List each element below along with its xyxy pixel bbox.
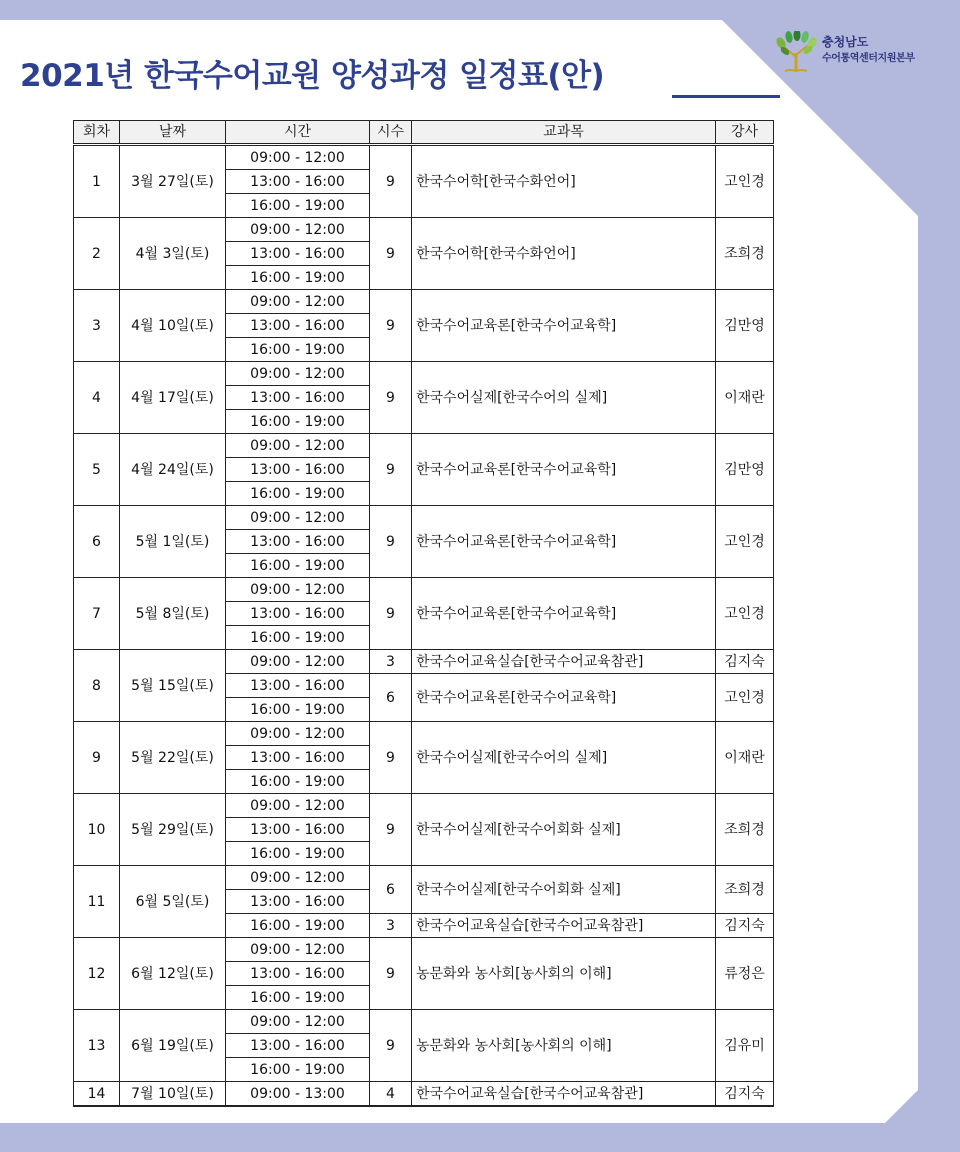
session-date: 6월 5일(토) — [120, 866, 226, 938]
title-underline — [672, 95, 780, 98]
table-header-row — [74, 121, 774, 145]
course-hours: 9 — [370, 145, 412, 218]
time-slot: 09:00 - 12:00 — [226, 938, 370, 962]
session-date: 5월 15일(토) — [120, 650, 226, 722]
table-row — [74, 218, 774, 242]
time-slot: 16:00 - 19:00 — [226, 986, 370, 1010]
session-number: 10 — [74, 794, 120, 866]
page-title: 2021년 한국수어교원 양성과정 일정표(안) — [20, 58, 605, 94]
time-slot: 13:00 - 16:00 — [226, 458, 370, 482]
course-hours: 6 — [370, 674, 412, 722]
course-instructor: 고인경 — [716, 145, 774, 218]
session-date: 5월 1일(토) — [120, 506, 226, 578]
time-slot: 13:00 - 16:00 — [226, 602, 370, 626]
time-slot: 16:00 - 19:00 — [226, 338, 370, 362]
session-date: 3월 27일(토) — [120, 145, 226, 218]
session-date: 4월 24일(토) — [120, 434, 226, 506]
course-hours: 3 — [370, 650, 412, 674]
session-date: 6월 12일(토) — [120, 938, 226, 1010]
course-instructor: 류정은 — [716, 938, 774, 1010]
time-slot: 16:00 - 19:00 — [226, 410, 370, 434]
table-row — [74, 506, 774, 530]
session-date: 5월 8일(토) — [120, 578, 226, 650]
course-subject: 한국수어실제[한국수어회화 실제] — [412, 866, 716, 914]
course-instructor: 김만영 — [716, 434, 774, 506]
col-header-session: 회차 — [74, 121, 120, 145]
time-slot: 13:00 - 16:00 — [226, 746, 370, 770]
time-slot: 09:00 - 12:00 — [226, 578, 370, 602]
course-subject: 한국수어교육론[한국수어교육학] — [412, 674, 716, 722]
table-row — [74, 650, 774, 674]
course-subject: 한국수어교육실습[한국수어교육참관] — [412, 1082, 716, 1107]
schedule-table — [73, 120, 774, 1107]
org-logo — [774, 31, 956, 73]
course-hours: 9 — [370, 290, 412, 362]
time-slot: 09:00 - 12:00 — [226, 218, 370, 242]
time-slot: 09:00 - 12:00 — [226, 650, 370, 674]
table-row — [74, 866, 774, 890]
course-subject: 한국수어교육실습[한국수어교육참관] — [412, 650, 716, 674]
time-slot: 13:00 - 16:00 — [226, 242, 370, 266]
time-slot: 13:00 - 16:00 — [226, 386, 370, 410]
table-row — [74, 434, 774, 458]
course-instructor: 조희경 — [716, 866, 774, 914]
course-hours: 4 — [370, 1082, 412, 1107]
table-row — [74, 145, 774, 170]
time-slot: 16:00 - 19:00 — [226, 266, 370, 290]
time-slot: 09:00 - 12:00 — [226, 362, 370, 386]
time-slot: 13:00 - 16:00 — [226, 674, 370, 698]
time-slot: 16:00 - 19:00 — [226, 914, 370, 938]
time-slot: 09:00 - 12:00 — [226, 145, 370, 170]
session-number: 2 — [74, 218, 120, 290]
col-header-time: 시간 — [226, 121, 370, 145]
course-subject: 한국수어실제[한국수어의 실제] — [412, 362, 716, 434]
course-instructor: 김지숙 — [716, 914, 774, 938]
course-subject: 한국수어학[한국수화언어] — [412, 218, 716, 290]
col-header-subject: 교과목 — [412, 121, 716, 145]
course-hours: 9 — [370, 218, 412, 290]
time-slot: 13:00 - 16:00 — [226, 890, 370, 914]
time-slot: 09:00 - 12:00 — [226, 506, 370, 530]
logo-org-region: 충청남도 — [822, 35, 869, 49]
session-date: 5월 22일(토) — [120, 722, 226, 794]
time-slot: 16:00 - 19:00 — [226, 482, 370, 506]
course-subject: 한국수어교육론[한국수어교육학] — [412, 578, 716, 650]
course-hours: 9 — [370, 578, 412, 650]
course-instructor: 고인경 — [716, 506, 774, 578]
course-instructor: 고인경 — [716, 674, 774, 722]
time-slot: 09:00 - 13:00 — [226, 1082, 370, 1107]
course-hours: 6 — [370, 866, 412, 914]
course-subject: 한국수어교육론[한국수어교육학] — [412, 506, 716, 578]
table-row — [74, 938, 774, 962]
table-row — [74, 722, 774, 746]
course-subject: 농문화와 농사회[농사회의 이해] — [412, 1010, 716, 1082]
course-instructor: 김지숙 — [716, 650, 774, 674]
course-hours: 9 — [370, 938, 412, 1010]
course-subject: 한국수어교육론[한국수어교육학] — [412, 290, 716, 362]
session-number: 9 — [74, 722, 120, 794]
session-number: 6 — [74, 506, 120, 578]
course-hours: 9 — [370, 362, 412, 434]
session-date: 4월 3일(토) — [120, 218, 226, 290]
session-number: 1 — [74, 145, 120, 218]
course-instructor: 고인경 — [716, 578, 774, 650]
table-row — [74, 1010, 774, 1034]
table-row — [74, 794, 774, 818]
time-slot: 13:00 - 16:00 — [226, 314, 370, 338]
tree-logo-icon — [774, 31, 818, 73]
course-instructor: 이재란 — [716, 722, 774, 794]
course-instructor: 김지숙 — [716, 1082, 774, 1107]
session-number: 8 — [74, 650, 120, 722]
time-slot: 09:00 - 12:00 — [226, 866, 370, 890]
session-number: 4 — [74, 362, 120, 434]
session-date: 4월 10일(토) — [120, 290, 226, 362]
time-slot: 09:00 - 12:00 — [226, 794, 370, 818]
course-hours: 9 — [370, 434, 412, 506]
time-slot: 09:00 - 12:00 — [226, 1010, 370, 1034]
course-instructor: 조희경 — [716, 218, 774, 290]
time-slot: 13:00 - 16:00 — [226, 170, 370, 194]
table-row — [74, 578, 774, 602]
time-slot: 16:00 - 19:00 — [226, 1058, 370, 1082]
course-instructor: 김만영 — [716, 290, 774, 362]
session-number: 3 — [74, 290, 120, 362]
time-slot: 16:00 - 19:00 — [226, 554, 370, 578]
course-subject: 한국수어실제[한국수어의 실제] — [412, 722, 716, 794]
time-slot: 13:00 - 16:00 — [226, 962, 370, 986]
time-slot: 09:00 - 12:00 — [226, 290, 370, 314]
table-row — [74, 290, 774, 314]
session-number: 11 — [74, 866, 120, 938]
time-slot: 16:00 - 19:00 — [226, 842, 370, 866]
course-instructor: 이재란 — [716, 362, 774, 434]
course-hours: 3 — [370, 914, 412, 938]
session-number: 5 — [74, 434, 120, 506]
col-header-instructor: 강사 — [716, 121, 774, 145]
session-number: 14 — [74, 1082, 120, 1107]
session-number: 13 — [74, 1010, 120, 1082]
session-date: 7월 10일(토) — [120, 1082, 226, 1107]
course-subject: 한국수어교육론[한국수어교육학] — [412, 434, 716, 506]
session-date: 5월 29일(토) — [120, 794, 226, 866]
course-hours: 9 — [370, 506, 412, 578]
time-slot: 09:00 - 12:00 — [226, 434, 370, 458]
session-number: 12 — [74, 938, 120, 1010]
time-slot: 16:00 - 19:00 — [226, 698, 370, 722]
course-instructor: 조희경 — [716, 794, 774, 866]
table-row — [74, 362, 774, 386]
time-slot: 09:00 - 12:00 — [226, 722, 370, 746]
course-hours: 9 — [370, 722, 412, 794]
course-instructor: 김유미 — [716, 1010, 774, 1082]
course-subject: 한국수어실제[한국수어회화 실제] — [412, 794, 716, 866]
col-header-date: 날짜 — [120, 121, 226, 145]
course-hours: 9 — [370, 1010, 412, 1082]
session-date: 4월 17일(토) — [120, 362, 226, 434]
logo-org-name: 수어통역센터지원본부 — [822, 53, 915, 64]
time-slot: 16:00 - 19:00 — [226, 194, 370, 218]
session-number: 7 — [74, 578, 120, 650]
col-header-hours: 시수 — [370, 121, 412, 145]
time-slot: 13:00 - 16:00 — [226, 818, 370, 842]
time-slot: 13:00 - 16:00 — [226, 1034, 370, 1058]
time-slot: 16:00 - 19:00 — [226, 626, 370, 650]
course-hours: 9 — [370, 794, 412, 866]
course-subject: 한국수어교육실습[한국수어교육참관] — [412, 914, 716, 938]
session-date: 6월 19일(토) — [120, 1010, 226, 1082]
time-slot: 16:00 - 19:00 — [226, 770, 370, 794]
table-row — [74, 1082, 774, 1107]
time-slot: 13:00 - 16:00 — [226, 530, 370, 554]
course-subject: 한국수어학[한국수화언어] — [412, 145, 716, 218]
course-subject: 농문화와 농사회[농사회의 이해] — [412, 938, 716, 1010]
